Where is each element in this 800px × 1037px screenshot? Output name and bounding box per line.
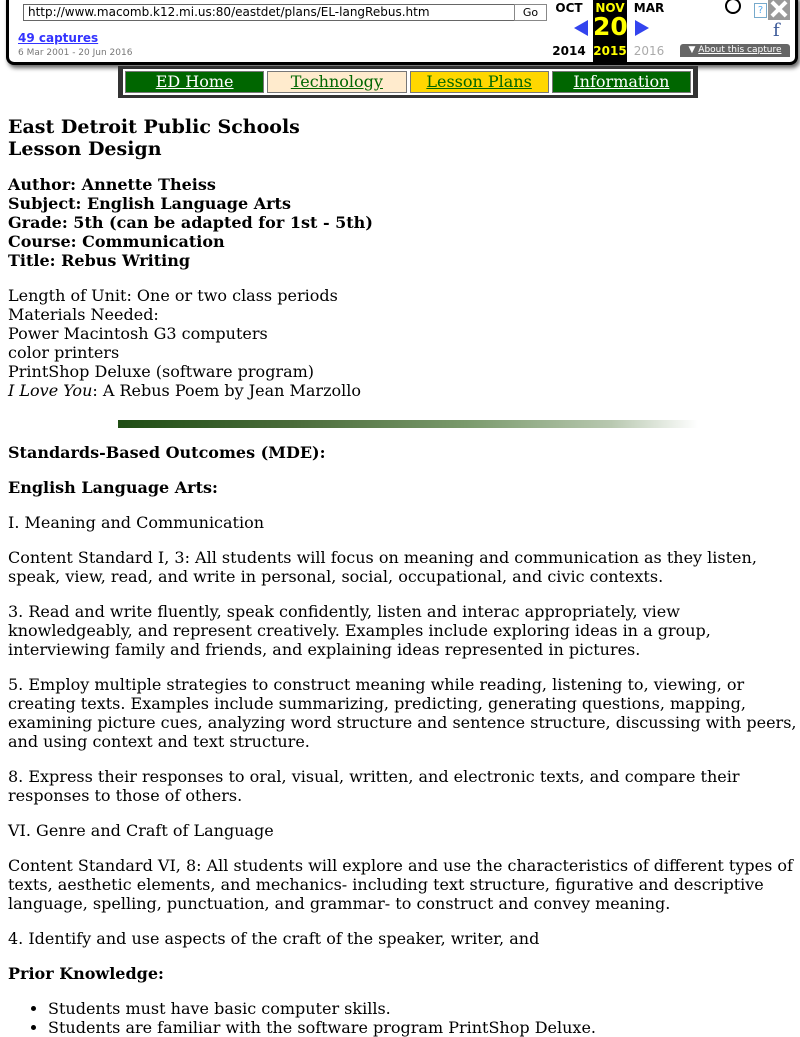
- benchmark-8: 8. Express their responses to oral, visual, written, and electronic texts, and compare their responses to those of others.: [8, 767, 740, 805]
- content-standard-6: Content Standard VI, 8: All students will explore and use the characteristics of different types of texts, aesthetic elements, and mechanics- including text structure, figurative and descriptive language, spelling, punctuation, and grammar- to construct and convey meaning.: [8, 856, 793, 913]
- course: Course: Communication: [8, 232, 225, 251]
- current-capture: [593, 0, 627, 62]
- lesson-meta: [8, 175, 798, 270]
- close-icon[interactable]: [768, 0, 790, 20]
- prev-capture-arrow-icon[interactable]: [574, 20, 588, 36]
- subject: Subject: English Language Arts: [8, 194, 291, 213]
- title-line-2: Lesson Design: [8, 138, 162, 160]
- materials-label: Materials Needed:: [8, 305, 159, 324]
- nav-technology[interactable]: Technology: [267, 71, 406, 93]
- benchmark-3: 3. Read and write fluently, speak confidently, listen and interac appropriately, view knowledgeably, and represent creatively. Examples include exploring ideas in a group, interviewing family and friends, and explaining ideas represented in pictures.: [8, 602, 711, 659]
- lesson-title: Title: Rebus Writing: [8, 251, 191, 270]
- unit-length: Length of Unit: One or two class periods: [8, 286, 338, 305]
- next-month-label: MAR: [633, 1, 665, 15]
- lesson-info: [8, 286, 798, 400]
- lesson-content: [8, 116, 798, 400]
- prior-knowledge-heading: Prior Knowledge:: [8, 964, 164, 983]
- strand-1: I. Meaning and Communication: [8, 513, 265, 532]
- strand-6: VI. Genre and Craft of Language: [8, 821, 274, 840]
- gradient-divider: [118, 420, 698, 428]
- material-item: PrintShop Deluxe (software program): [8, 362, 315, 381]
- ela-heading: English Language Arts:: [8, 478, 218, 497]
- nav-ed-home[interactable]: ED Home: [125, 71, 264, 93]
- wayback-toolbar: [6, 0, 798, 65]
- about-capture-label: About this capture: [698, 45, 782, 55]
- benchmark-4: 4. Identify and use aspects of the craft of the speaker, writer, and: [8, 929, 540, 948]
- book-author: : A Rebus Poem by Jean Marzollo: [92, 381, 362, 400]
- standards-heading: Standards-Based Outcomes (MDE):: [8, 443, 326, 462]
- prior-knowledge-list: [8, 999, 798, 1037]
- content-standard-1: Content Standard I, 3: All students will focus on meaning and communication as they listen, speak, view, read, and write in personal, social, occupational, and civic contexts.: [8, 548, 757, 586]
- material-item: color printers: [8, 343, 120, 362]
- loading-circle-icon: [725, 0, 741, 14]
- prev-year-label[interactable]: 2014: [552, 44, 586, 58]
- site-nav: [118, 66, 698, 98]
- grade: Grade: 5th (can be adapted for 1st - 5th): [8, 213, 373, 232]
- url-input[interactable]: http://www.macomb.k12.mi.us:80/eastdet/plans/EL-langRebus.htm: [23, 4, 517, 21]
- current-year-label: 2015: [593, 44, 627, 58]
- author: Author: Annette Theiss: [8, 175, 216, 194]
- go-button[interactable]: Go: [514, 4, 547, 21]
- capture-date-range: 6 Mar 2001 - 20 Jun 2016: [18, 48, 133, 58]
- about-capture-button[interactable]: [680, 44, 790, 57]
- help-icon[interactable]: ?: [754, 3, 767, 18]
- material-item-book: [8, 381, 798, 400]
- triangle-down-icon: ▼: [688, 45, 696, 55]
- title-line-1: East Detroit Public Schools: [8, 116, 300, 138]
- nav-information[interactable]: Information: [552, 71, 691, 93]
- facebook-icon[interactable]: f: [773, 20, 780, 41]
- prev-month-label: OCT: [555, 1, 583, 15]
- list-item: • Students must have basic computer skills.: [48, 999, 798, 1018]
- page-title: [8, 116, 798, 160]
- benchmark-5: 5. Employ multiple strategies to construct meaning while reading, listening to, viewing, or creating texts. Examples include summarizing, predicting, generating questions, mapping, examining picture cues, analyzing word structure and sentence structure, discussing with peers, and using context and text structure.: [8, 675, 797, 751]
- book-title: I Love You: [8, 381, 93, 400]
- current-month-label: NOV: [595, 1, 625, 15]
- material-item: Power Macintosh G3 computers: [8, 324, 268, 343]
- next-capture-month[interactable]: [631, 0, 667, 62]
- captures-link[interactable]: 49 captures: [18, 31, 99, 45]
- list-item: • Students are familiar with the software program PrintShop Deluxe.: [48, 1018, 798, 1037]
- current-day-label: 20: [593, 12, 628, 41]
- nav-lesson-plans[interactable]: Lesson Plans: [410, 71, 549, 93]
- standards-section: [8, 443, 798, 1037]
- next-year-label[interactable]: 2016: [633, 44, 665, 58]
